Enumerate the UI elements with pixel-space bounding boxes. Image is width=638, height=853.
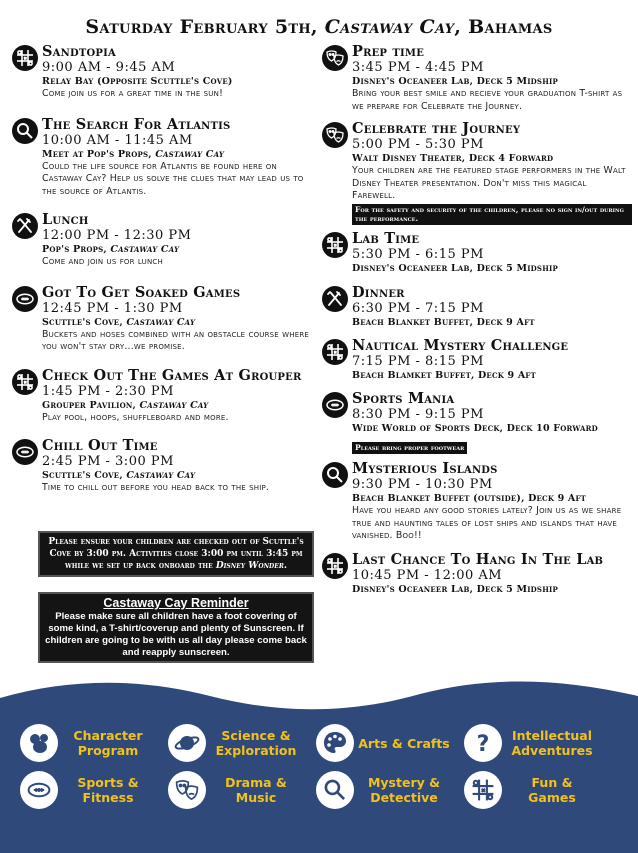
- legend-category: [464, 724, 598, 762]
- schedule-event: [12, 212, 318, 269]
- schedule-event: [322, 552, 632, 596]
- event-title: Dinner: [352, 284, 405, 301]
- legend-category: [316, 771, 450, 809]
- event-description: Have you heard any good stories lately? Join us as we share true and haunting tales of lost ships and islands that have vanished. Boo!!: [352, 505, 622, 541]
- fun-games-icon: [322, 339, 348, 365]
- event-time: 2:45 PM - 3:00 PM: [42, 454, 174, 469]
- football-icon: [322, 392, 348, 418]
- legend-category: [464, 771, 598, 809]
- legend-label: Science & Exploration: [215, 728, 297, 758]
- page-title: Saturday February 5th, Castaway Cay, Bahamas: [85, 16, 553, 38]
- event-location: Disney's Oceaneer Lab, Deck 5 Midship: [352, 263, 558, 274]
- schedule-event: [322, 391, 632, 454]
- legend-category: [168, 771, 302, 809]
- magnifier-icon: [316, 771, 354, 809]
- right-schedule-column: [322, 44, 632, 596]
- event-time: 5:30 PM - 6:15 PM: [352, 247, 484, 262]
- legend-label: Sports & Fitness: [77, 775, 139, 805]
- event-description: Your children are the featured stage performers in the Walt Disney Theater presentation. Don't miss this magical Farewell.: [352, 165, 626, 201]
- planet-icon: [168, 724, 206, 762]
- legend-category: [168, 724, 302, 762]
- schedule-event: [12, 117, 318, 199]
- event-title: Lunch: [42, 211, 89, 228]
- event-description: Time to chill out before you head back to the ship.: [42, 482, 270, 493]
- event-title: Prep time: [352, 43, 425, 60]
- event-time: 6:30 PM - 7:15 PM: [352, 301, 484, 316]
- event-location: Grouper Pavilion, Castaway Cay: [42, 399, 209, 411]
- event-title: Celebrate the Journey: [352, 120, 521, 137]
- checkout-notice: Please ensure your children are checked out of Scuttle's Cove by 3:00 pm. Activities close 3:00 pm until 3:45 pm while we set up back onboard the Disney Wonder.: [38, 531, 314, 577]
- event-location: Beach Blanket Buffet, Deck 9 Aft: [352, 317, 535, 328]
- event-description: Play pool, hoops, shuffleboard and more.: [42, 411, 229, 423]
- event-description: Come and join us for lunch: [42, 256, 163, 267]
- legend-label: Mystery & Detective: [367, 775, 441, 805]
- event-time: 8:30 PM - 9:15 PM: [352, 407, 484, 422]
- event-note: Please bring proper footwear: [352, 442, 467, 454]
- event-description: Could the life source for Atlantis be found here on Castaway Cay? Help us solve the clues that may lead us to the source of Atlantis.: [42, 160, 304, 197]
- legend-category: [316, 724, 450, 762]
- event-location: Pop's Props, Castaway Cay: [42, 244, 180, 255]
- event-location: Scuttle's Cove, Castaway Cay: [42, 316, 196, 328]
- event-title: Sandtopia: [42, 43, 116, 60]
- legend-label: Intellectual Adventures: [511, 728, 593, 758]
- event-location: Wide World of Sports Deck, Deck 10 Forward: [352, 423, 598, 434]
- sunscreen-reminder: [38, 592, 314, 663]
- event-location: Beach Blanket Buffet (outside), Deck 9 Aft: [352, 493, 587, 504]
- event-location: Relay Bay (Opposite Scuttle's Cove): [42, 76, 233, 87]
- event-time: 9:00 AM - 9:45 AM: [42, 60, 176, 75]
- reminder-title: Castaway Cay Reminder: [103, 596, 249, 610]
- event-location: Walt Disney Theater, Deck 4 Forward: [352, 153, 554, 164]
- fun-games-icon: [322, 553, 348, 579]
- event-time: 12:00 PM - 12:30 PM: [42, 228, 192, 243]
- event-time: 5:00 PM - 5:30 PM: [352, 137, 484, 152]
- event-location: Disney's Oceaneer Lab, Deck 5 Midship: [352, 583, 558, 595]
- legend-label: Arts & Crafts: [358, 735, 450, 751]
- event-title: The Search For Atlantis: [42, 115, 231, 133]
- fun-games-icon: [12, 45, 38, 71]
- event-location: Scuttle's Cove, Castaway Cay: [42, 470, 196, 481]
- event-time: 7:15 PM - 8:15 PM: [352, 354, 484, 369]
- magnifier-icon: [12, 118, 38, 144]
- legend-label: Character Program: [73, 728, 143, 758]
- question-mark-icon: [464, 724, 502, 762]
- event-title: Check Out The Games At Grouper: [42, 366, 302, 384]
- event-location: Disney's Oceaneer Lab, Deck 5 Midship: [352, 76, 558, 87]
- football-icon: [12, 439, 38, 465]
- drama-masks-icon: [322, 122, 348, 148]
- left-schedule-column: [12, 44, 318, 495]
- event-location: Meet at Pop's Props, Castaway Cay: [42, 148, 225, 160]
- schedule-event: [12, 368, 318, 425]
- event-time: 1:45 PM - 2:30 PM: [42, 383, 174, 399]
- fun-games-icon: [464, 771, 502, 809]
- legend-category: [20, 771, 154, 809]
- utensils-icon: [12, 213, 38, 239]
- schedule-event: [12, 44, 318, 101]
- legend-label: Fun & Games: [528, 775, 576, 805]
- event-title: Lab Time: [352, 230, 420, 247]
- event-title: Nautical Mystery Challenge: [352, 337, 569, 354]
- drama-masks-icon: [322, 45, 348, 71]
- schedule-event: [322, 121, 632, 225]
- fun-games-icon: [12, 369, 38, 395]
- reminder-body: Please make sure all children have a foot covering of some kind, a T-shirt/coverup and plenty of Sunscreen. If children are going to be with us all day please come back and reapply sunscreen.: [45, 611, 307, 658]
- legend-label: Drama & Music: [225, 775, 287, 805]
- event-title: Chill Out Time: [42, 437, 158, 454]
- drama-masks-icon: [168, 771, 206, 809]
- event-time: 9:30 PM - 10:30 PM: [352, 477, 493, 492]
- event-title: Mysterious Islands: [352, 460, 498, 477]
- event-title: Last Chance To Hang In The Lab: [352, 550, 604, 568]
- schedule-event: [322, 44, 632, 113]
- schedule-event: [322, 461, 632, 543]
- schedule-event: [12, 285, 318, 354]
- football-icon: [12, 286, 38, 312]
- event-location: Beach Blamket Buffet, Deck 9 Aft: [352, 370, 536, 381]
- legend-category: [20, 724, 154, 762]
- character-program-icon: [20, 724, 58, 762]
- event-time: 3:45 PM - 4:45 PM: [352, 60, 484, 75]
- event-note: For the safety and security of the children, please no sign in/out during the performance.: [352, 204, 632, 225]
- svg-text:?: ?: [476, 732, 490, 756]
- schedule-event: [322, 231, 632, 275]
- event-title: Got To Get Soaked Games: [42, 283, 241, 301]
- wave-band: [0, 676, 638, 853]
- palette-icon: [316, 724, 354, 762]
- schedule-event: [12, 438, 318, 495]
- magnifier-icon: [322, 462, 348, 488]
- event-time: 10:45 PM - 12:00 AM: [352, 567, 503, 583]
- activity-legend-footer: [0, 676, 638, 853]
- event-title: Sports Mania: [352, 390, 455, 407]
- football-icon: [20, 771, 58, 809]
- event-description: Come join us for a great time in the sun!: [42, 88, 224, 99]
- utensils-icon: [322, 286, 348, 312]
- event-description: Bring your best smile and recieve your graduation T-shirt as we prepare for Celebrate the Journey.: [352, 88, 623, 112]
- event-time: 10:00 AM - 11:45 AM: [42, 132, 193, 148]
- fun-games-icon: [322, 232, 348, 258]
- event-description: Buckets and hoses combined with an obstacle course where you won't stay dry...we promise.: [42, 328, 310, 352]
- schedule-event: [322, 285, 632, 329]
- event-time: 12:45 PM - 1:30 PM: [42, 300, 183, 316]
- schedule-event: [322, 338, 632, 382]
